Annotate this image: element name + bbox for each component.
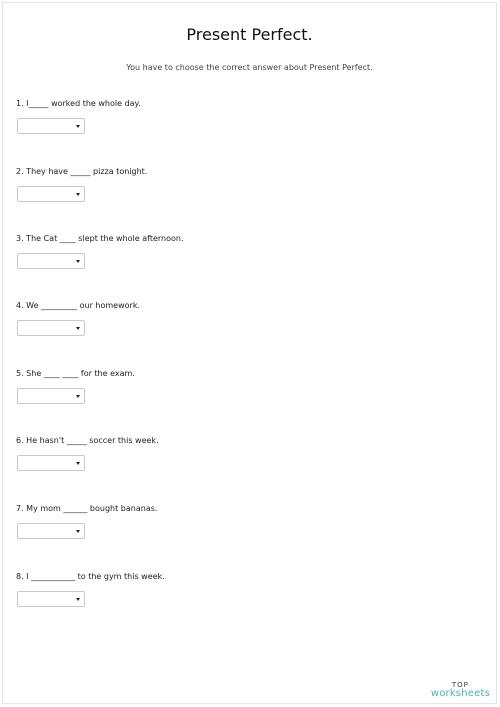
page-title: Present Perfect. <box>186 25 313 44</box>
question-1 <box>16 98 476 110</box>
answer-dropdown-7[interactable] <box>17 523 85 539</box>
question-text: 5. She ____ ____ for the exam. <box>16 369 135 378</box>
question-3 <box>16 233 476 245</box>
question-text: 2. They have _____ pizza tonight. <box>16 167 148 176</box>
question-7 <box>16 503 476 515</box>
chevron-down-icon <box>76 125 80 128</box>
question-2 <box>16 166 476 178</box>
chevron-down-icon <box>76 462 80 465</box>
answer-dropdown-8[interactable] <box>17 591 85 607</box>
chevron-down-icon <box>76 395 80 398</box>
chevron-down-icon <box>76 260 80 263</box>
question-4 <box>16 300 476 312</box>
answer-dropdown-1[interactable] <box>17 118 85 134</box>
chevron-down-icon <box>76 193 80 196</box>
chevron-down-icon <box>76 598 80 601</box>
chevron-down-icon <box>76 530 80 533</box>
answer-dropdown-4[interactable] <box>17 320 85 336</box>
answer-dropdown-2[interactable] <box>17 186 85 202</box>
answer-dropdown-5[interactable] <box>17 388 85 404</box>
answer-dropdown-3[interactable] <box>17 253 85 269</box>
logo-bottom-text: worksheets <box>430 688 490 699</box>
worksheet-page <box>2 2 497 704</box>
question-text: 3. The Cat ____ slept the whole afternoon. <box>16 234 184 243</box>
question-text: 1. I_____ worked the whole day. <box>16 99 141 108</box>
question-8 <box>16 571 476 583</box>
question-text: 7. My mom ______ bought bananas. <box>16 504 158 513</box>
question-text: 4. We _________ our homework. <box>16 301 141 310</box>
instructions-text: You have to choose the correct answer about Present Perfect. <box>126 63 373 72</box>
question-text: 8. I ___________ to the gym this week. <box>16 572 165 581</box>
chevron-down-icon <box>76 327 80 330</box>
answer-dropdown-6[interactable] <box>17 455 85 471</box>
question-5 <box>16 368 476 380</box>
logo-top-text: TOP <box>451 681 469 689</box>
question-6 <box>16 435 476 447</box>
topworksheets-logo <box>431 682 490 699</box>
question-text: 6. He hasn't _____ soccer this week. <box>16 436 159 445</box>
